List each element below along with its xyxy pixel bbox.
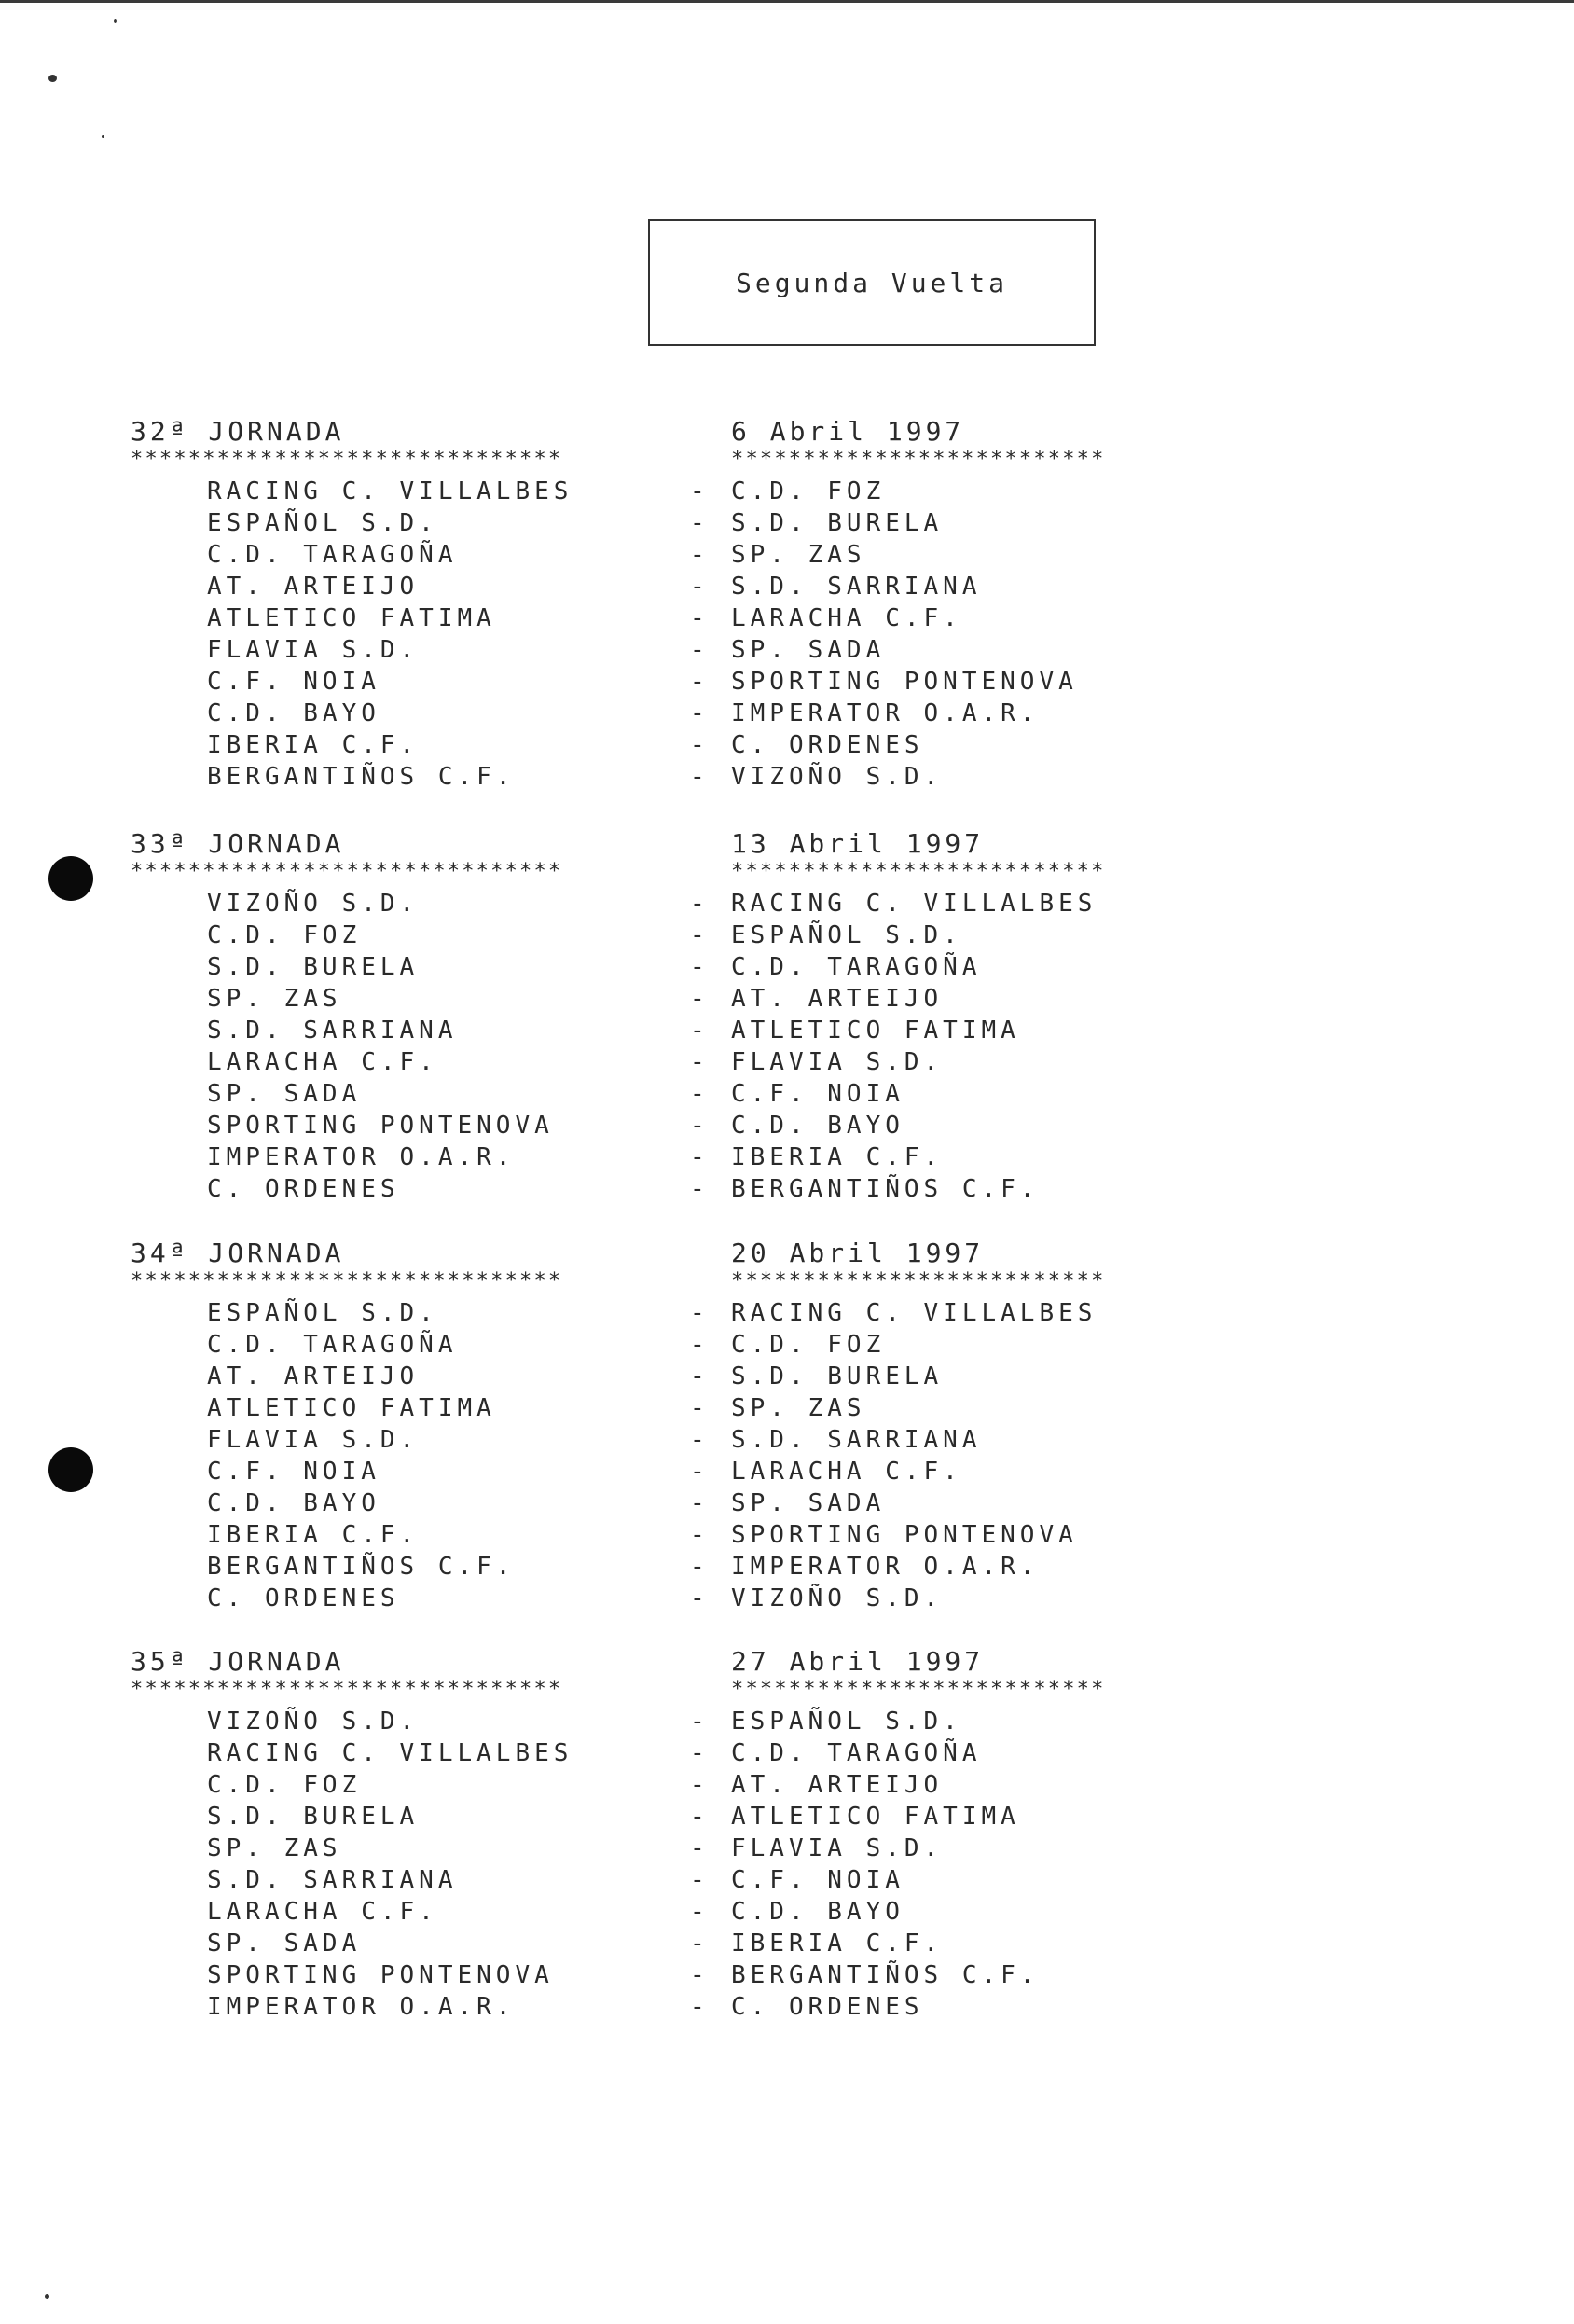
versus-dash: - [690,1458,705,1486]
home-team: IMPERATOR O.A.R. [207,1143,516,1171]
round-name: 34ª JORNADA [131,1238,345,1268]
away-team: C.D. TARAGOÑA [731,953,982,981]
match-row [131,1866,1203,1898]
home-team: ATLETICO FATIMA [207,604,496,632]
home-team: ESPAÑOL S.D. [207,1299,438,1327]
versus-dash: - [690,1708,705,1736]
versus-dash: - [690,1553,705,1581]
away-team: C.D. FOZ [731,477,886,505]
away-team: S.D. BURELA [731,509,944,537]
away-team: ATLETICO FATIMA [731,1017,1020,1044]
match-row [131,1993,1203,2025]
away-team: FLAVIA S.D. [731,1048,944,1076]
versus-dash: - [690,1834,705,1862]
asterisk-divider [131,1678,1203,1708]
round-section [131,1646,1203,2025]
away-team: SP. SADA [731,1489,886,1517]
match-row [131,1930,1203,1961]
round-header [131,1646,1203,1678]
away-team: IMPERATOR O.A.R. [731,699,1040,727]
away-team: S.D. SARRIANA [731,573,982,601]
away-team: RACING C. VILLALBES [731,1299,1098,1327]
home-team: C.D. FOZ [207,921,362,949]
asterisk-line-left: ****************************** [131,860,563,883]
match-row [131,573,1203,604]
versus-dash: - [690,1299,705,1327]
home-team: C. ORDENES [207,1584,400,1612]
versus-dash: - [690,541,705,569]
match-row [131,1175,1203,1207]
versus-dash: - [690,1930,705,1957]
round-date: 20 Abril 1997 [731,1238,985,1268]
away-team: ESPAÑOL S.D. [731,1708,962,1736]
versus-dash: - [690,477,705,505]
versus-dash: - [690,1803,705,1831]
away-team: AT. ARTEIJO [731,985,944,1013]
versus-dash: - [690,921,705,949]
versus-dash: - [690,509,705,537]
home-team: C.F. NOIA [207,668,380,696]
match-row [131,668,1203,699]
home-team: ATLETICO FATIMA [207,1394,496,1422]
away-team: C.D. FOZ [731,1331,886,1359]
away-team: ATLETICO FATIMA [731,1803,1020,1831]
asterisk-divider [131,448,1203,477]
away-team: S.D. BURELA [731,1363,944,1390]
versus-dash: - [690,699,705,727]
home-team: VIZOÑO S.D. [207,1708,420,1736]
versus-dash: - [690,1898,705,1926]
round-date: 6 Abril 1997 [731,416,965,447]
round-name: 32ª JORNADA [131,416,345,447]
match-row [131,1143,1203,1175]
home-team: FLAVIA S.D. [207,1426,420,1454]
home-team: SP. SADA [207,1930,362,1957]
versus-dash: - [690,636,705,664]
match-row [131,1017,1203,1048]
match-row [131,1584,1203,1616]
match-row [131,1961,1203,1993]
away-team: C.D. TARAGOÑA [731,1739,982,1767]
punch-hole-top [48,856,93,901]
away-team: VIZOÑO S.D. [731,763,944,791]
away-team: LARACHA C.F. [731,604,962,632]
match-row [131,731,1203,763]
home-team: IMPERATOR O.A.R. [207,1993,516,2021]
versus-dash: - [690,1363,705,1390]
versus-dash: - [690,1112,705,1140]
top-edge-rule [0,0,1574,3]
home-team: FLAVIA S.D. [207,636,420,664]
punch-hole-bottom [48,1447,93,1492]
match-row [131,1426,1203,1458]
away-team: C.D. BAYO [731,1898,904,1926]
versus-dash: - [690,1426,705,1454]
match-row [131,1834,1203,1866]
asterisk-line-right: ************************** [731,1678,1106,1701]
home-team: C.D. TARAGOÑA [207,1331,458,1359]
match-row [131,604,1203,636]
home-team: C.D. FOZ [207,1771,362,1799]
match-row [131,477,1203,509]
home-team: IBERIA C.F. [207,1521,420,1549]
away-team: AT. ARTEIJO [731,1771,944,1799]
home-team: SP. SADA [207,1080,362,1108]
home-team: ESPAÑOL S.D. [207,509,438,537]
round-date: 13 Abril 1997 [731,828,985,859]
match-row [131,1708,1203,1739]
away-team: C.F. NOIA [731,1080,904,1108]
versus-dash: - [690,1584,705,1612]
versus-dash: - [690,1521,705,1549]
home-team: C.F. NOIA [207,1458,380,1486]
match-row [131,921,1203,953]
match-row [131,1394,1203,1426]
home-team: LARACHA C.F. [207,1048,438,1076]
away-team: LARACHA C.F. [731,1458,962,1486]
versus-dash: - [690,985,705,1013]
match-row [131,953,1203,985]
round-header [131,828,1203,860]
round-header [131,1238,1203,1269]
away-team: SP. ZAS [731,1394,866,1422]
round-section [131,1238,1203,1616]
match-row [131,1080,1203,1112]
away-team: SP. SADA [731,636,886,664]
match-row [131,985,1203,1017]
scan-speck [45,2294,49,2299]
asterisk-line-right: ************************** [731,448,1106,471]
away-team: RACING C. VILLALBES [731,890,1098,918]
home-team: BERGANTIÑOS C.F. [207,1553,516,1581]
page-title: Segunda Vuelta [735,267,1008,298]
versus-dash: - [690,953,705,981]
match-row [131,541,1203,573]
away-team: SP. ZAS [731,541,866,569]
asterisk-line-right: ************************** [731,1269,1106,1293]
round-date: 27 Abril 1997 [731,1646,985,1677]
round-section [131,828,1203,1207]
versus-dash: - [690,604,705,632]
versus-dash: - [690,1961,705,1989]
asterisk-line-left: ****************************** [131,1269,563,1293]
versus-dash: - [690,763,705,791]
versus-dash: - [690,890,705,918]
scan-speck [102,135,104,138]
match-row [131,1112,1203,1143]
match-row [131,1458,1203,1489]
home-team: RACING C. VILLALBES [207,477,573,505]
home-team: AT. ARTEIJO [207,1363,420,1390]
match-row [131,1553,1203,1584]
match-row [131,1331,1203,1363]
versus-dash: - [690,731,705,759]
match-row [131,1771,1203,1803]
scan-speck [114,19,117,23]
home-team: C.D. TARAGOÑA [207,541,458,569]
away-team: BERGANTIÑOS C.F. [731,1961,1040,1989]
versus-dash: - [690,1048,705,1076]
home-team: BERGANTIÑOS C.F. [207,763,516,791]
home-team: S.D. SARRIANA [207,1866,458,1894]
away-team: FLAVIA S.D. [731,1834,944,1862]
match-row [131,636,1203,668]
round-header [131,416,1203,448]
match-row [131,509,1203,541]
home-team: S.D. BURELA [207,953,420,981]
away-team: C. ORDENES [731,731,924,759]
home-team: LARACHA C.F. [207,1898,438,1926]
asterisk-line-left: ****************************** [131,448,563,471]
match-row [131,763,1203,795]
versus-dash: - [690,573,705,601]
away-team: BERGANTIÑOS C.F. [731,1175,1040,1203]
match-row [131,1299,1203,1331]
home-team: IBERIA C.F. [207,731,420,759]
away-team: IBERIA C.F. [731,1143,944,1171]
scan-speck [48,75,57,82]
round-section [131,416,1203,795]
versus-dash: - [690,1080,705,1108]
match-row [131,1521,1203,1553]
match-row [131,1048,1203,1080]
match-row [131,1898,1203,1930]
round-name: 33ª JORNADA [131,828,345,859]
away-team: VIZOÑO S.D. [731,1584,944,1612]
versus-dash: - [690,1771,705,1799]
title-box [648,219,1096,346]
asterisk-line-left: ****************************** [131,1678,563,1701]
away-team: C.F. NOIA [731,1866,904,1894]
home-team: SP. ZAS [207,985,342,1013]
home-team: S.D. SARRIANA [207,1017,458,1044]
home-team: C.D. BAYO [207,1489,380,1517]
away-team: C. ORDENES [731,1993,924,2021]
versus-dash: - [690,1331,705,1359]
match-row [131,1739,1203,1771]
versus-dash: - [690,1993,705,2021]
match-row [131,1803,1203,1834]
home-team: VIZOÑO S.D. [207,890,420,918]
away-team: SPORTING PONTENOVA [731,1521,1078,1549]
versus-dash: - [690,668,705,696]
versus-dash: - [690,1017,705,1044]
versus-dash: - [690,1489,705,1517]
versus-dash: - [690,1143,705,1171]
away-team: IBERIA C.F. [731,1930,944,1957]
versus-dash: - [690,1866,705,1894]
home-team: C.D. BAYO [207,699,380,727]
away-team: ESPAÑOL S.D. [731,921,962,949]
home-team: RACING C. VILLALBES [207,1739,573,1767]
asterisk-divider [131,860,1203,890]
asterisk-divider [131,1269,1203,1299]
away-team: IMPERATOR O.A.R. [731,1553,1040,1581]
round-name: 35ª JORNADA [131,1646,345,1677]
match-row [131,699,1203,731]
match-row [131,1363,1203,1394]
match-row [131,1489,1203,1521]
match-row [131,890,1203,921]
home-team: AT. ARTEIJO [207,573,420,601]
home-team: C. ORDENES [207,1175,400,1203]
home-team: S.D. BURELA [207,1803,420,1831]
versus-dash: - [690,1175,705,1203]
home-team: SP. ZAS [207,1834,342,1862]
away-team: SPORTING PONTENOVA [731,668,1078,696]
home-team: SPORTING PONTENOVA [207,1961,554,1989]
asterisk-line-right: ************************** [731,860,1106,883]
away-team: C.D. BAYO [731,1112,904,1140]
versus-dash: - [690,1394,705,1422]
away-team: S.D. SARRIANA [731,1426,982,1454]
home-team: SPORTING PONTENOVA [207,1112,554,1140]
versus-dash: - [690,1739,705,1767]
